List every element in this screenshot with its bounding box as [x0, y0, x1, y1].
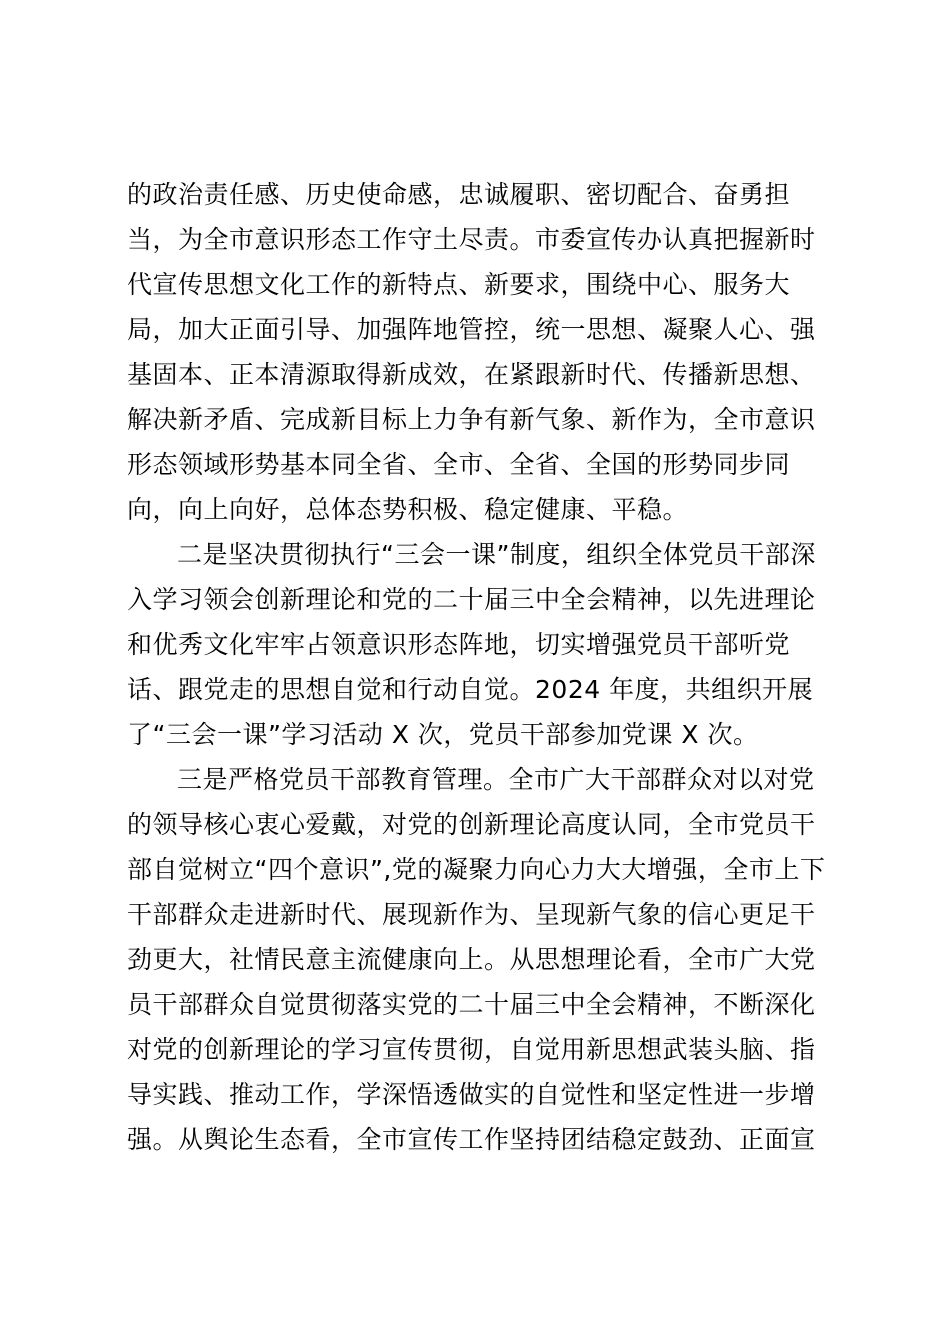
- text-line: 入学习领会创新理论和党的二十届三中全会精神，以先进理论: [127, 585, 816, 614]
- paragraph-2: [127, 532, 827, 757]
- text-line: 向，向上向好，总体态势积极、稳定健康、平稳。: [127, 495, 689, 524]
- text-line: 劲更大，社情民意主流健康向上。从思想理论看，全市广大党: [127, 945, 816, 974]
- text-line: 了“三会一课”学习活动 X 次，党员干部参加党课 X 次。: [127, 720, 759, 749]
- text-line: 形态领域形势基本同全省、全市、全省、全国的形势同步同: [127, 450, 791, 479]
- text-line: 基固本、正本清源取得新成效，在紧跟新时代、传播新思想、: [127, 360, 816, 389]
- text-line: 当，为全市意识形态工作守土尽责。市委宣传办认真把握新时: [127, 225, 816, 254]
- text-line: 三是严格党员干部教育管理。全市广大干部群众对以对党: [177, 765, 815, 794]
- text-line: 解决新矛盾、完成新目标上力争有新气象、新作为，全市意识: [127, 405, 816, 434]
- text-line: 和优秀文化牢牢占领意识形态阵地，切实增强党员干部听党: [127, 630, 791, 659]
- text-line: 的政治责任感、历史使命感，忠诚履职、密切配合、奋勇担: [127, 180, 791, 209]
- text-line: 的领导核心衷心爱戴，对党的创新理论高度认同，全市党员干: [127, 810, 816, 839]
- text-line: 导实践、推动工作，学深悟透做实的自觉性和坚定性进一步增: [127, 1080, 816, 1109]
- text-line: 员干部群众自觉贯彻落实党的二十届三中全会精神，不断深化: [127, 990, 816, 1019]
- text-line: 代宣传思想文化工作的新特点、新要求，围绕中心、服务大: [127, 270, 791, 299]
- text-line: 话、跟党走的思想自觉和行动自觉。2024 年度，共组织开展: [127, 675, 814, 704]
- text-line: 部自觉树立“四个意识”,党的凝聚力向心力大大增强，全市上下: [127, 855, 826, 884]
- text-line: 对党的创新理论的学习宣传贯彻，自觉用新思想武装头脑、指: [127, 1035, 816, 1064]
- text-line: 局，加大正面引导、加强阵地管控，统一思想、凝聚人心、强: [127, 315, 816, 344]
- text-line: 强。从舆论生态看，全市宣传工作坚持团结稳定鼓劲、正面宣: [127, 1125, 816, 1154]
- paragraph-3: [127, 757, 827, 1162]
- text-line: 干部群众走进新时代、展现新作为、呈现新气象的信心更足干: [127, 900, 816, 929]
- text-line: 二是坚决贯彻执行“三会一课”制度，组织全体党员干部深: [177, 540, 816, 569]
- document-body: [127, 172, 827, 1162]
- paragraph-1: [127, 172, 827, 532]
